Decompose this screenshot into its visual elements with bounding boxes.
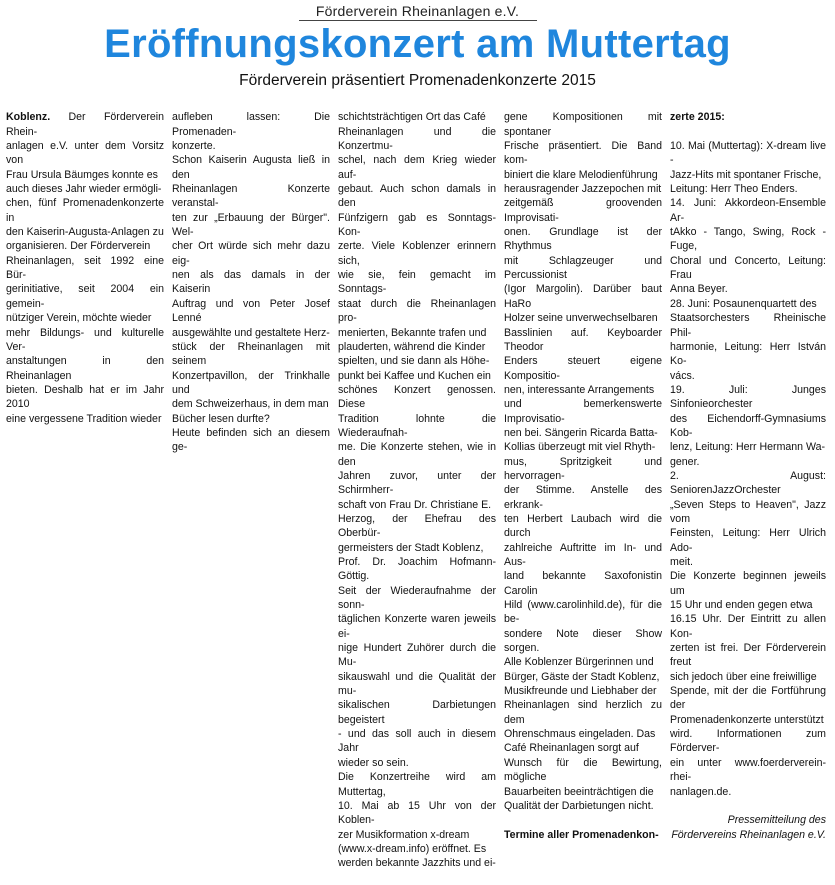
organization-header: Förderverein Rheinanlagen e.V. <box>0 3 835 21</box>
article-column-1 <box>3 96 169 885</box>
dateline: Koblenz. <box>6 111 51 124</box>
column-1-text: Der Förderverein Rhein- anlagen e.V. unter dem Vorsitz von Frau Ursula Bäumges konnte es auch dieses Jahr wieder ermögli- chen, fünf Promenadenkonzerte in den Kaiserin-Augusta-Anlagen zu organisieren. Der Förderverein Rheinanlagen, seit 1992 eine Bür- gerinitiative, seit 2004 ein gemein- nütziger Verein, möchte wieder mehr Bildungs- und kulturelle Ver- anstaltungen in den Rheinanlagen bieten. Deshalb hat er im Jahr 2010 eine vergessene Tradition wieder <box>6 111 164 425</box>
termine-heading: Termine aller Promenadenkon- <box>504 828 659 841</box>
termine-heading-end: zerte 2015: <box>670 111 725 124</box>
column-4-text: gene Kompositionen mit spontaner Frische präsentiert. Die Band kom- biniert die klare Melodienführung herausragender Jazzepochen mit zeitgemäß groovenden Improvisati- onen. Grundlage ist der Rhythmus mit Schlagzeuger und Percussionist (Igor Margolin). Darüber baut HaRo Holzer seine unverwechselbaren Basslinien auf. Keyboarder Theodor Enders steuert eigene Kompositio- nen, interessante Arrangements und bemerkenswerte Improvisatio- nen bei. Sängerin Ricarda Batta- Kollias überzeugt mit viel Rhyth- mus, Spritzigkeit und hervorragen- der Stimme. Anstelle des erkrank- ten Herbert Laubach wird die durch zahlreiche Auftritte im In- und Aus- land bekannte Saxofonistin Carolin Hild (www.carolinhild.de), für die be- sondere Note dieser Show sorgen. Alle Koblenzer Bürgerinnen und Bürger, Gäste der Stadt Koblenz, Musikfreunde und Liebhaber der Rheinanlagen sind herzlich zu dem Ohrenschmaus eingeladen. Das Café Rheinanlagen sorgt auf Wunsch für die Bewirtung, mögliche Bauarbeiten beeinträchtigen die Qualität der Darbietungen nicht. <box>504 111 662 812</box>
column-5-text: 10. Mai (Muttertag): X-dream live - Jazz-Hits mit spontaner Frische, Leitung: Herr Theo Enders. 14. Juni: Akkordeon-Ensemble Ar- tAkko - Tango, Swing, Rock - Fuge, Choral und Concerto, Leitung: Frau Anna Beyer. 28. Juni: Posaunenquartett des Staatsorchesters Rheinische Phil- harmonie, Leitung: Herr István Ko- vács. 19. Juli: Junges Sinfonieorchester des Eichendorff-Gymnasiums Kob- lenz, Leitung: Herr Hermann Wa- gener. 2. August: SeniorenJazzOrchester „Seven Steps to Heaven", Jazz vom Feinsten, Leitung: Herr Ulrich Ado- meit. Die Konzerte beginnen jeweils um 15 Uhr und enden gegen etwa 16.15 Uhr. Der Eintritt zu allen Kon- zerten ist frei. Der Förderverein freut sich jedoch über eine freiwillige Spende, mit der die Fortführung der Promenadenkonzerte unterstützt wird. Informationen zum Förderver- ein unter www.foerderverein-rhei- nanlagen.de. <box>670 140 826 798</box>
column-3-text: schichtsträchtigen Ort das Café Rheinanlagen und die Konzertmu- schel, nach dem Krieg wieder auf- gebaut. Auch schon damals in den Fünfzigern gab es Sonntags-Kon- zerte. Viele Koblenzer erinnern sich, wie sie, fein gemacht im Sonntags- staat durch die Rheinanlagen pro- menierten, Bekannte trafen und plauderten, während die Kinder spielten, und sie dann als Höhe- punkt bei Kaffee und Kuchen ein schönes Konzert genossen. Diese Tradition lohnte die Wiederaufnah- me. Die Konzerte stehen, wie in den Jahren zuvor, unter der Schirmherr- schaft von Frau Dr. Christiane E. Herzog, der Ehefrau des Oberbür- germeisters der Stadt Koblenz, Prof. Dr. Joachim Hofmann-Göttig. Seit der Wiederaufnahme der sonn- täglichen Konzerte waren jeweils ei- nige Hundert Zuhörer durch die Mu- sikauswahl und die Qualität der mu- sikalischen Darbietungen begeistert - und das soll auch in diesem Jahr wieder so sein. Die Konzertreihe wird am Muttertag, 10. Mai ab 15 Uhr von der Koblen- zer Musikformation x-dream (www.x-dream.info) eröffnet. Es werden bekannte Jazzhits und ei- <box>338 111 496 870</box>
headline: Eröffnungskonzert am Muttertag <box>104 22 731 66</box>
press-release-credit: Pressemitteilung des Fördervereins Rheinanlagen e.V. <box>671 814 826 841</box>
article-body <box>3 96 833 885</box>
subheadline: Förderverein präsentiert Promenadenkonzerte 2015 <box>239 72 596 89</box>
article-column-4 <box>501 96 667 885</box>
article-column-5 <box>667 96 831 885</box>
article-column-2 <box>169 96 335 885</box>
article-column-3 <box>335 96 501 885</box>
column-2-text: aufleben lassen: Die Promenaden- konzerte. Schon Kaiserin Augusta ließ in den Rheinanlagen Konzerte veranstal- ten zur „Erbauung der Bürger". Wel- cher Ort würde sich mehr dazu eig- nen als das damals in der Kaiserin Auftrag und von Peter Josef Lenné ausgewählte und gestaltete Herz- stück der Rheinanlagen mit seinem Konzertpavillon, der Trinkhalle und dem Schweizerhaus, in dem man Bücher lesen durfte? Heute befinden sich an diesem ge- <box>172 111 330 454</box>
